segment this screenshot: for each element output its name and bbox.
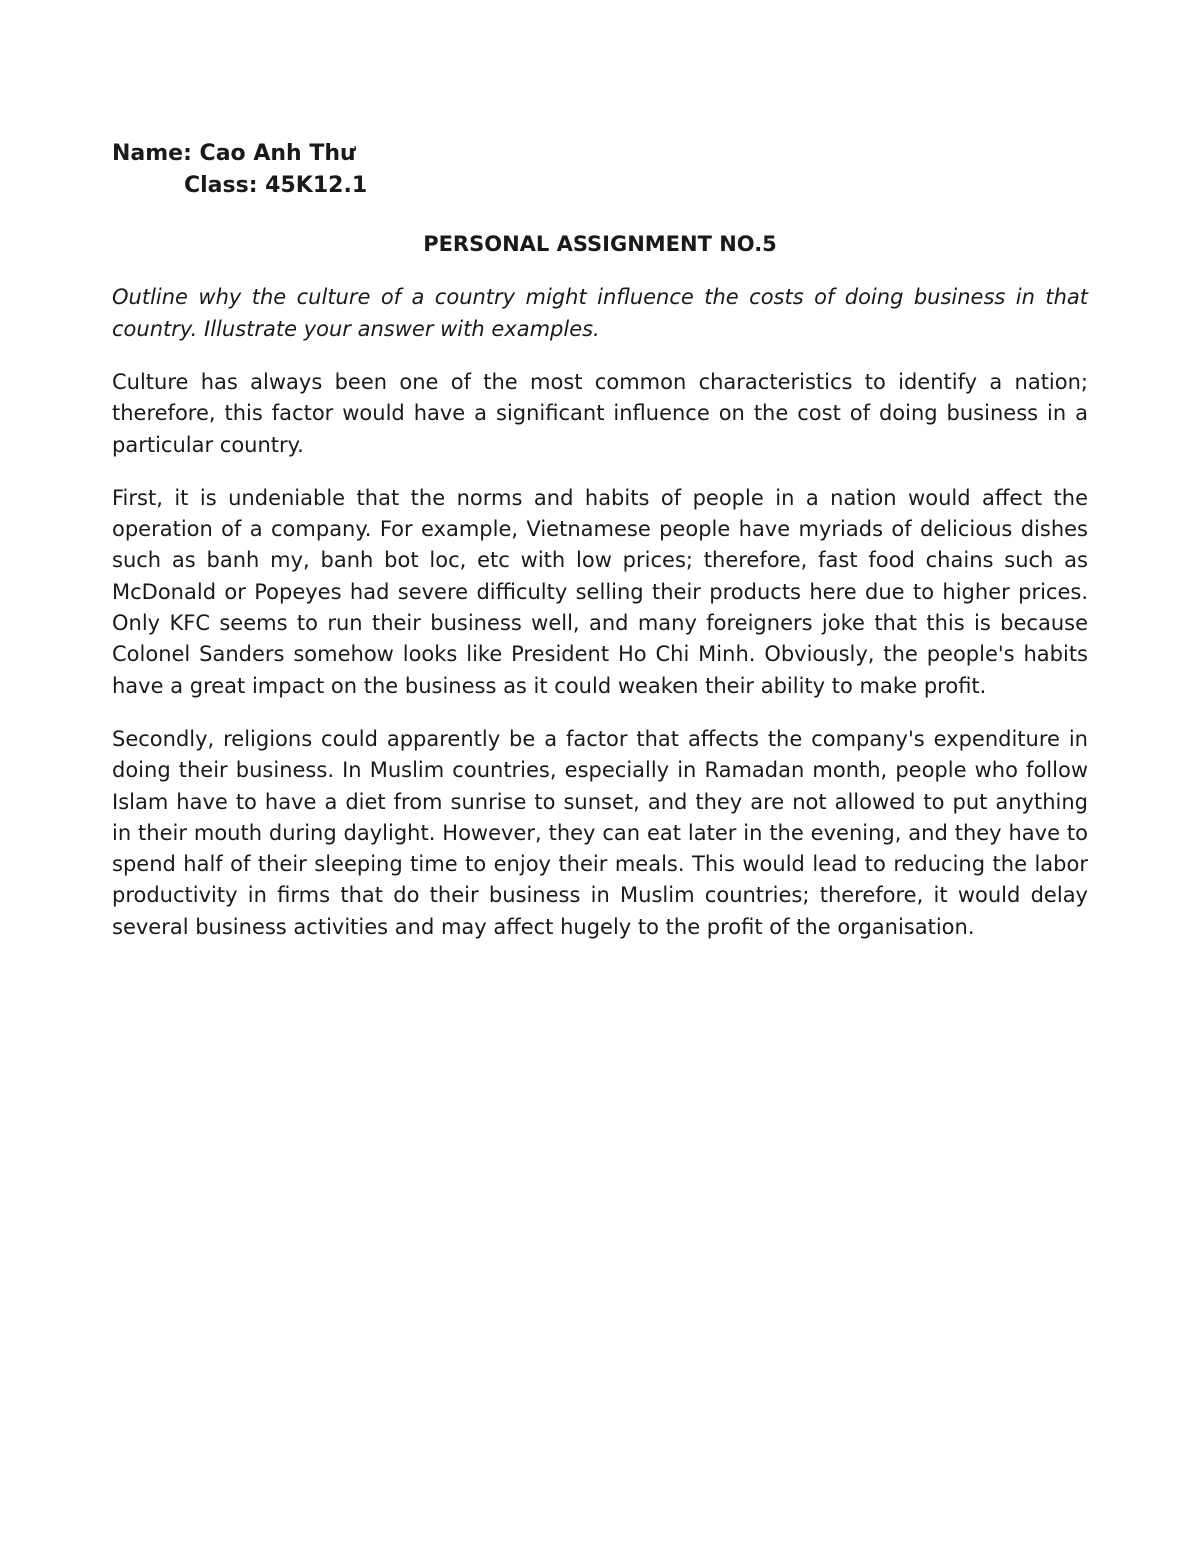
student-name: Name: Cao Anh Thư — [112, 141, 356, 166]
assignment-question: Outline why the culture of a country might influence the costs of doing business in that country. Illustrate your answer with examples. — [112, 285, 1088, 341]
paragraph-norms-habits: First, it is undeniable that the norms and habits of people in a nation would affect the operation of a company. For example, Vietnamese people have myriads of delicious dishes such as banh my, banh bot loc, etc with low prices; therefore, fast food chains such as McDonald or Popeyes had severe difficulty selling their products here due to higher prices. Only KFC seems to run their business well, and many foreigners joke that this is because Colonel Sanders somehow looks like President Ho Chi Minh. Obviously, the people's habits have a great impact on the business as it could weaken their ability to make profit. — [112, 485, 1088, 698]
paragraph-intro: Culture has always been one of the most common characteristics to identify a nation; therefore, this factor would have a significant influence on the cost of doing business in a particular country. — [112, 370, 1088, 457]
assignment-title: PERSONAL ASSIGNMENT NO.5 — [423, 232, 777, 256]
student-class: Class: 45K12.1 — [184, 173, 368, 198]
document-body — [112, 138, 1088, 943]
paragraph-religion: Secondly, religions could apparently be a factor that affects the company's expenditure in doing their business. In Muslim countries, especially in Ramadan month, people who follow Islam have to have a diet from sunrise to sunset, and they are not allowed to put anything in their mouth during daylight. However, they can eat later in the evening, and they have to spend half of their sleeping time to enjoy their meals. This would lead to reducing the labor productivity in firms that do their business in Muslim countries; therefore, it would delay several business activities and may affect hugely to the profit of the organisation. — [112, 726, 1088, 939]
